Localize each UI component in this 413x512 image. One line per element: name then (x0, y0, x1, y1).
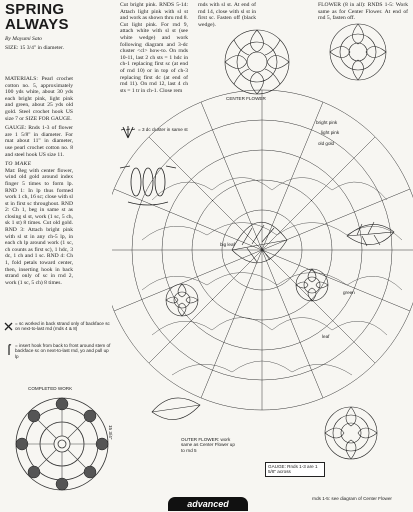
col4-text: FLOWER (8 in all): RNDS 1-5: Work same as for Center Flower. At end of rnd 5, fasten off. (318, 2, 408, 22)
bright-pink-label: bright pink (316, 120, 338, 125)
center-flower-label: CENTER FLOWER (226, 96, 266, 101)
column-1 (5, 76, 73, 286)
insert-hook-legend: = insert hook from back to front around stem of backface sc on next-to-last rnd, yo and pull up lp (15, 343, 111, 359)
difficulty-badge: advanced (168, 497, 248, 511)
cluster-legend: = 3 dc cluster in same st (138, 127, 188, 132)
completed-work-label: COMPLETED WORK (28, 386, 73, 391)
materials-text: MATERIALS: Pearl crochet cotton no. 5, approximately 100 yds white, about 30 yds each bright pink, light pink and green, about 25 yds old gold. Steel crochet hook US size 7 or SIZE FOR GAUGE. (5, 76, 73, 122)
x-symbol-icon (4, 322, 13, 331)
to-make-text: Mat: Beg with center flower, wind old gold around index finger 5 times to form lp. RND 1: In lp thus formed work 1 ch, 16 sc; close with sl st in first sc throughout. RND 2: Ch 1, beg in same st as closing sl st, work (1 sc, 5 ch, sk 1 st) 8 times. Cut old gold. RND 3: Attach bright pink with sl st in any ch-5 lp, in each ch lp around work (1 sc, ch counts as first sc), 1 hdc, 3 dc, 1 ch and 1 sc. RND 4: Ch 1, fold petals toward center, then, inserting hook in back strand only of sc in rnd 2, work (1 sc, 5 ch) 8 times. (5, 167, 73, 286)
page-title (5, 2, 69, 32)
outer-flower-label: OUTER FLOWER: work same as Center Flower up to rnd 5 (181, 437, 235, 453)
crochet-chart-diagram (112, 0, 413, 510)
big-leaf-label: big leaf (220, 242, 235, 247)
light-pink-label: light pink (321, 130, 340, 135)
green-label: green (343, 290, 355, 295)
col2-text: Cut bright pink. RNDS 5-14: Attach light pink with sl st and work as shown thru rnd 8. Cut light pink. For rnd 9, attach white with sl st (see white wedge) and work following diagram and 3-dc cluster <cl> how-to. On rnds 10-11, last 2 ch sts = 1 hdc in ch-1 replacing first sc (at end of rnd 10) or in top of ch-3 replacing first dc (at end of rnd 11). On rnd 12, last 4 ch sts = 1 tr in ch-1. Close rem (120, 2, 188, 94)
size-text: SIZE: 15 3/4" in diameter. (5, 45, 64, 51)
title-line-2: ALWAYS (5, 16, 69, 33)
gauge-text: GAUGE: Rnds 1-3 of flower are 1 5/8" in diameter. For mat about 11" in diameter, use pearl crochet cotton no. 8 and steel hook US size 11. (5, 125, 73, 158)
hook-symbol-icon (5, 344, 13, 356)
byline: By Mayumi Sato (5, 36, 42, 42)
old-gold-label: old gold (318, 141, 335, 146)
completed-work-illustration (12, 394, 112, 494)
rnds-note: rnds 1-5: see diagram of Center Flower (312, 496, 392, 501)
title-line-1: SPRING (5, 1, 65, 18)
col3-text: rnds with sl st. At end of rnd 14, close with sl st in first sc. Fasten off (black wedge). (198, 2, 256, 28)
leaf-label: leaf (322, 334, 330, 339)
dimension-label: 15 3/4" (108, 425, 113, 440)
sc-back-legend: = sc worked in back strand only of backface sc on next-to-last rnd (rnds 4 & 8) (15, 321, 110, 332)
gauge-box: GAUGE: Rnds 1-3 are 1 5/8" across (265, 462, 325, 477)
to-make-heading: TO MAKE (5, 161, 32, 168)
